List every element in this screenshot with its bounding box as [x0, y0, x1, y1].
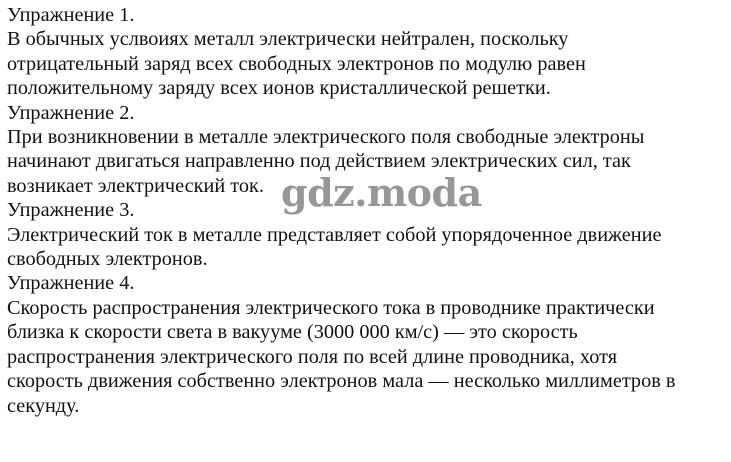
exercise-3-line: Электрический ток в металле представляет собой упорядоченное движение [7, 223, 662, 246]
exercise-2-line: При возникновении в металле электрического поля свободные электроны [7, 126, 645, 149]
exercise-2-line: начинают двигаться направленно под действием электрических сил, так [7, 150, 631, 173]
exercise-4-line: близка к скорости света в вакууме (3000 000 км/с) — это скорость [7, 321, 578, 344]
exercise-2-line: возникает электрический ток. [7, 174, 264, 197]
watermark: gdz.moda [281, 170, 482, 215]
exercise-1-line: отрицательный заряд всех свободных электронов по модулю равен [7, 52, 586, 75]
exercise-4-line: скорость движения собственно электронов мала — несколько миллиметров в [7, 370, 676, 393]
exercise-4-line: распространения электрического поля по всей длине проводника, хотя [7, 345, 618, 368]
exercise-4-line: секунду. [7, 394, 80, 417]
exercise-1-line: В обычных услвоиях металл электрически нейтрален, поскольку [7, 28, 569, 51]
exercise-3-line: свободных электронов. [7, 248, 208, 271]
exercise-1-line: положительному заряду всех ионов кристаллической решетки. [7, 77, 551, 100]
exercise-2-heading: Упражнение 2. [7, 101, 135, 124]
exercise-1-heading: Упражнение 1. [7, 4, 135, 26]
exercise-3-heading: Упражнение 3. [7, 199, 135, 222]
exercise-4-line: Скорость распространения электрического тока в проводнике практически [7, 296, 655, 319]
exercise-4-heading: Упражнение 4. [7, 272, 135, 295]
